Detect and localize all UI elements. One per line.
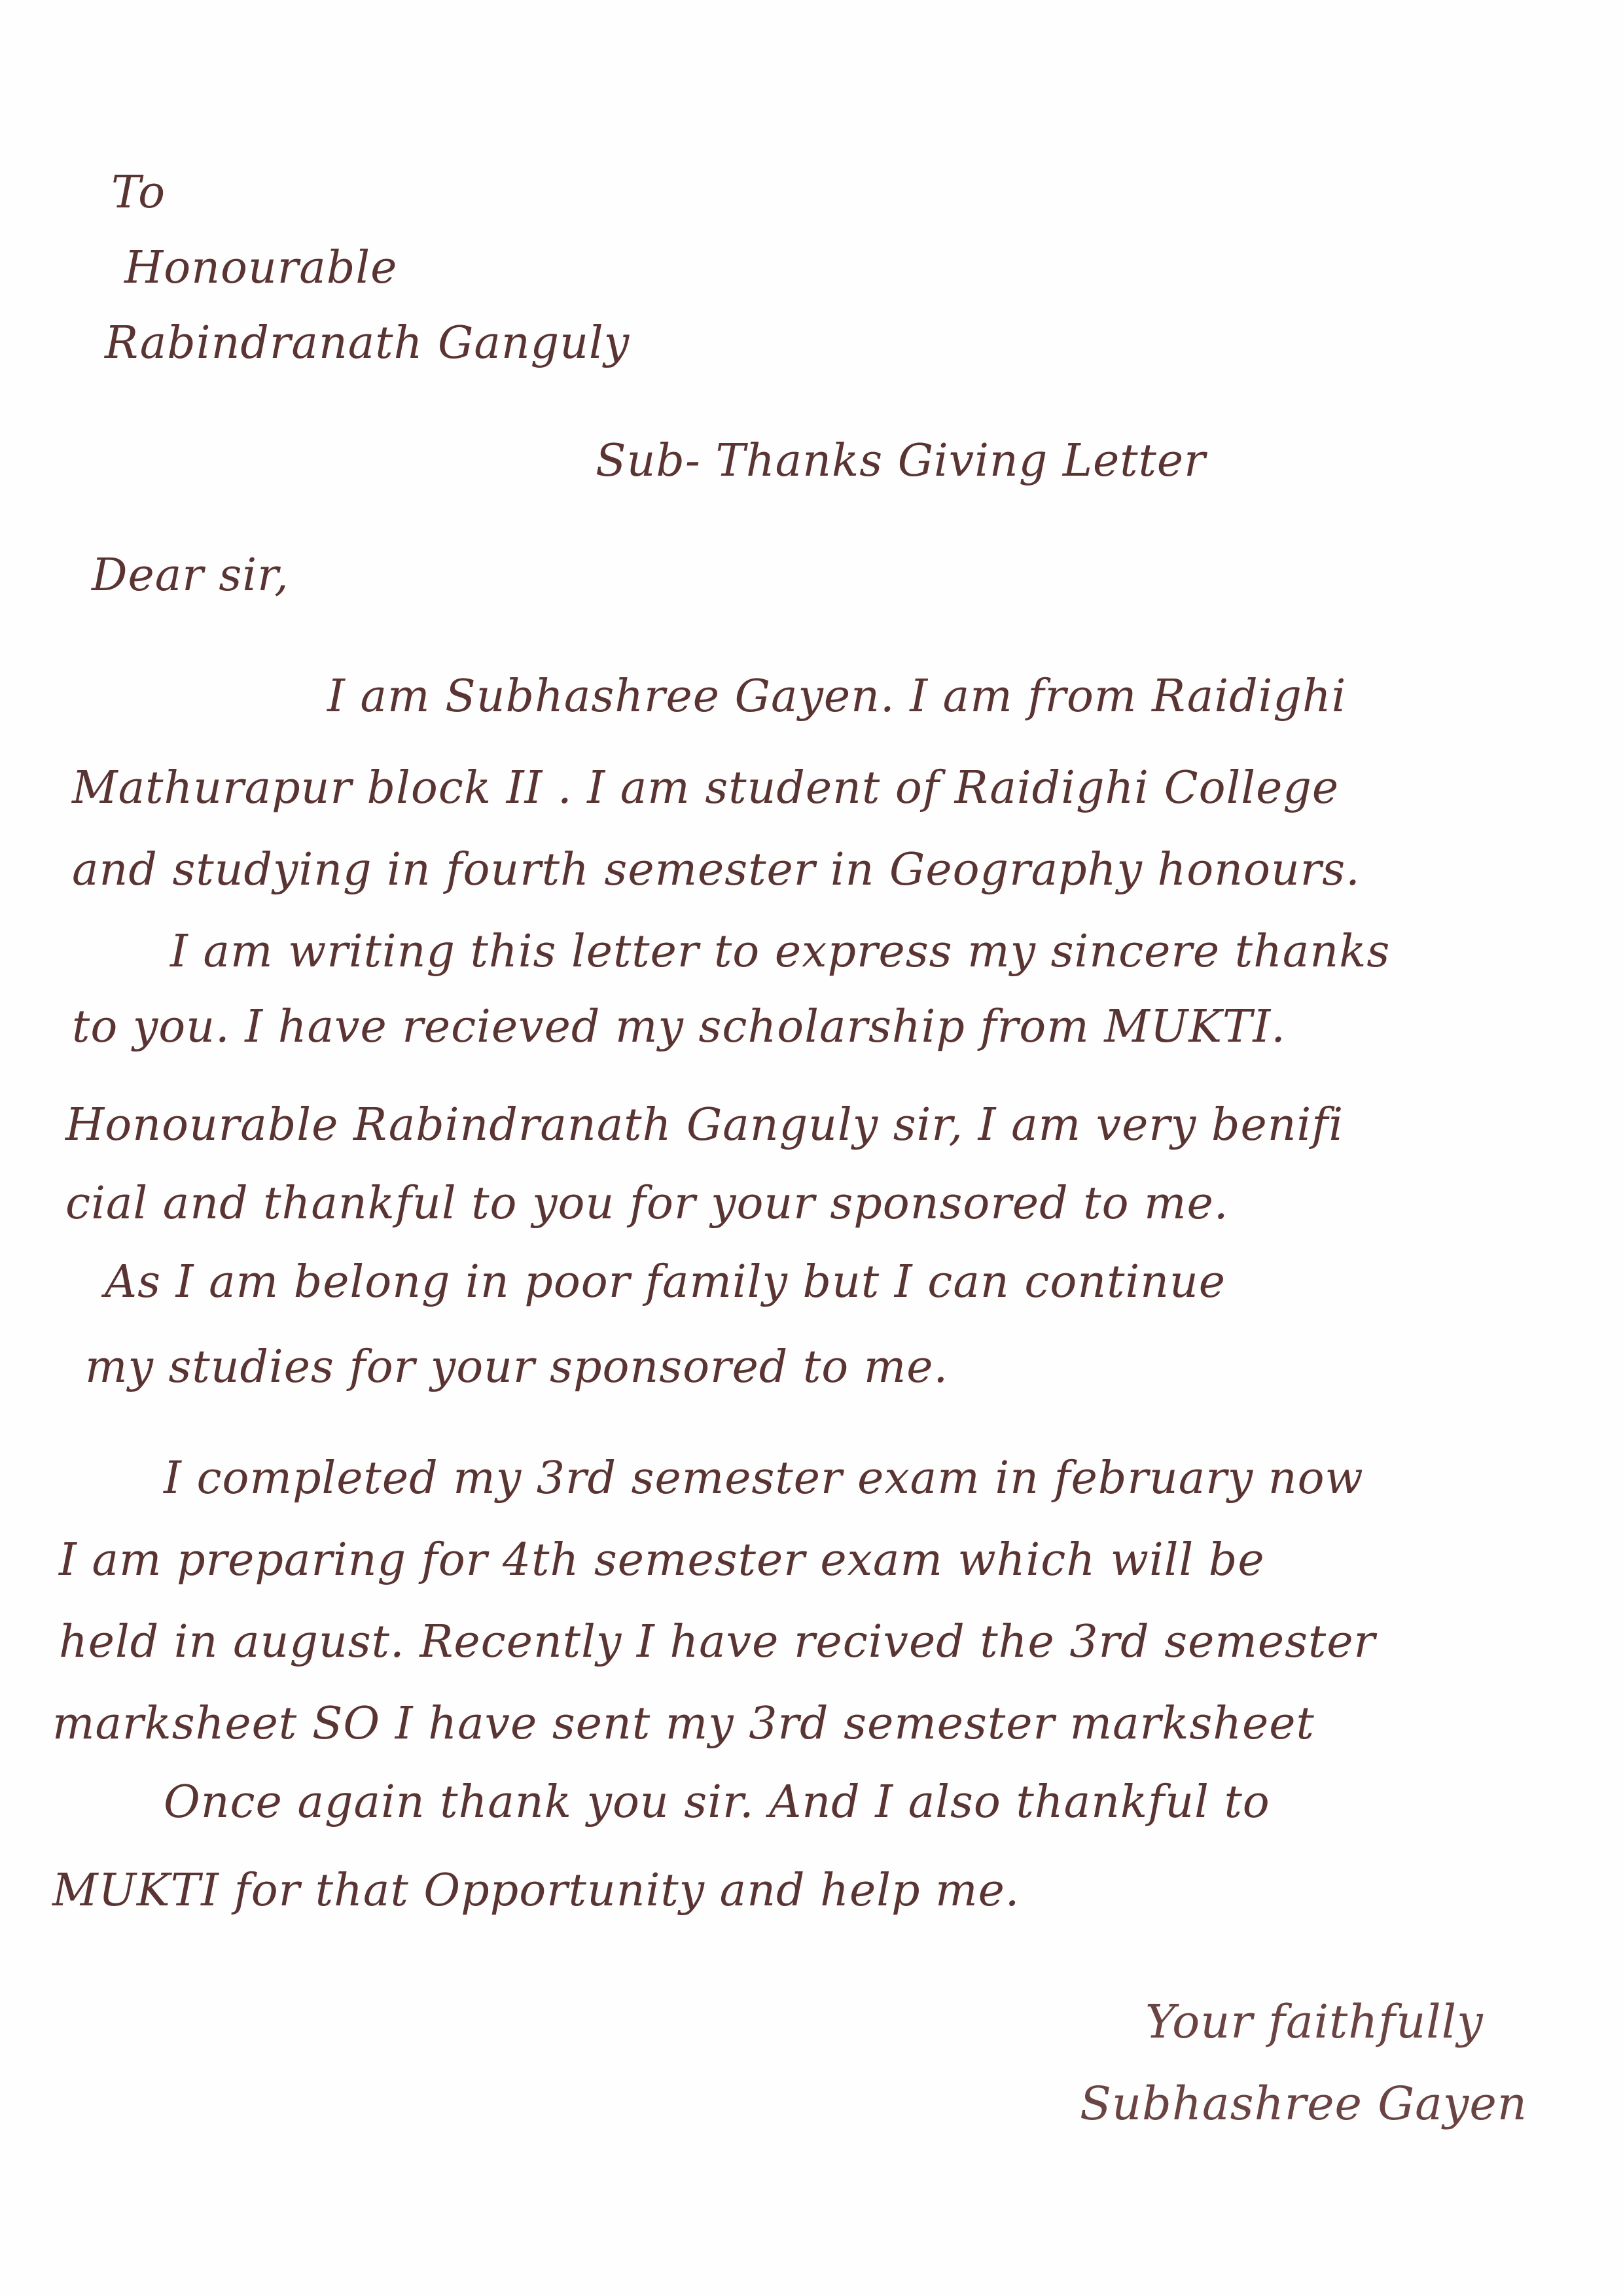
body-line: marksheet SO I have sent my 3rd semester marksheet <box>52 1698 1315 1750</box>
body-line: As I am belong in poor family but I can continue <box>105 1256 1226 1308</box>
body-line: MUKTI for that Opportunity and help me. <box>52 1865 1020 1916</box>
body-line: I am writing this letter to express my sincere thanks <box>170 926 1391 978</box>
body-line: to you. I have recieved my scholarship from MUKTI. <box>72 1001 1286 1053</box>
subject-line: Sub- Thanks Giving Letter <box>596 435 1206 487</box>
closing-valediction: Your faithfully <box>1145 1995 1484 2049</box>
body-line: held in august. Recently I have recived the 3rd semester <box>59 1616 1376 1668</box>
body-line: cial and thankful to you for your sponsored to me. <box>65 1178 1229 1229</box>
closing-signature-name: Subhashree Gayen <box>1080 2077 1527 2130</box>
salutation: Dear sir, <box>92 550 289 601</box>
body-line: Once again thank you sir. And I also thankful to <box>164 1776 1270 1828</box>
body-line: I am preparing for 4th semester exam which will be <box>59 1534 1265 1586</box>
body-line: I am Subhashree Gayen. I am from Raidighi <box>327 671 1347 722</box>
address-honorific: Honourable <box>124 242 398 294</box>
address-to: To <box>111 167 166 219</box>
body-line: Honourable Rabindranath Ganguly sir, I am very benifi <box>65 1099 1344 1151</box>
body-line: Mathurapur block II . I am student of Raidighi College <box>72 762 1340 814</box>
body-line: my studies for your sponsored to me. <box>85 1341 949 1393</box>
address-name: Rabindranath Ganguly <box>105 317 630 369</box>
body-line: I completed my 3rd semester exam in february now <box>164 1453 1364 1504</box>
body-line: and studying in fourth semester in Geography honours. <box>72 844 1361 896</box>
